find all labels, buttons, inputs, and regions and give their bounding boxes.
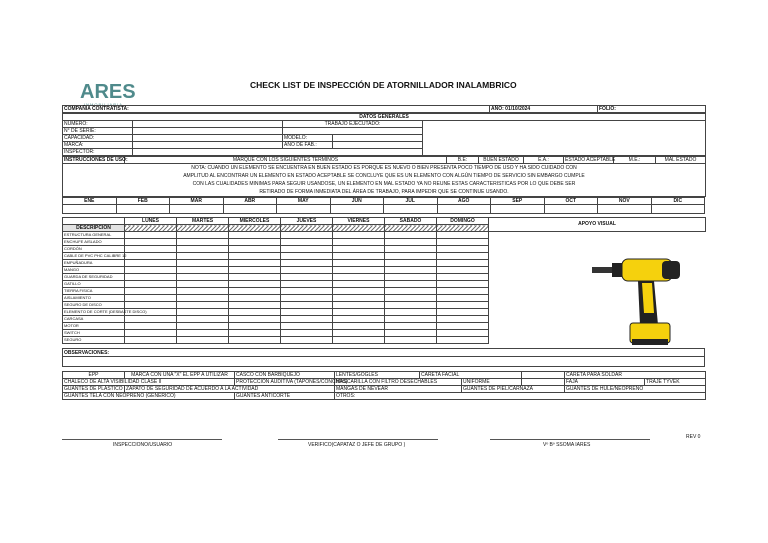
check-cell[interactable] <box>125 288 177 295</box>
month-cell[interactable] <box>170 205 224 214</box>
item-label: MANGO <box>63 267 125 274</box>
numero-field[interactable] <box>133 121 283 128</box>
check-cell[interactable] <box>437 253 489 260</box>
general-data-table <box>62 113 706 156</box>
check-cell[interactable] <box>437 260 489 267</box>
check-cell[interactable] <box>333 267 385 274</box>
check-cell[interactable] <box>333 295 385 302</box>
epp-otros[interactable]: OTROS: <box>335 393 706 400</box>
check-cell[interactable] <box>125 260 177 267</box>
check-cell[interactable] <box>281 337 333 344</box>
month-feb: FEB <box>116 198 170 205</box>
epp-careta[interactable]: CARETA FACIAL <box>420 372 522 379</box>
modelo-label: MODELO: <box>283 135 333 142</box>
check-cell[interactable] <box>385 302 437 309</box>
drill-image <box>592 253 692 353</box>
month-cell[interactable] <box>116 205 170 214</box>
check-cell[interactable] <box>125 281 177 288</box>
inspector-label: INSPECTOR: <box>63 149 133 156</box>
epp-mangas[interactable]: MANGAS DE NEVEAR <box>335 386 462 393</box>
check-cell[interactable] <box>125 323 177 330</box>
check-cell[interactable] <box>229 267 281 274</box>
blank-cell <box>63 218 125 225</box>
month-sep: SEP <box>491 198 545 205</box>
month-oct: OCT <box>544 198 598 205</box>
marca-label: MARCA: <box>63 142 133 149</box>
check-cell[interactable] <box>281 295 333 302</box>
header-table <box>62 105 706 113</box>
revision-label: REV 0 <box>686 434 701 440</box>
day-jueves: JUEVES <box>281 218 333 225</box>
epp-careta-soldar[interactable]: CARETA PARA SOLDAR <box>565 372 706 379</box>
check-cell[interactable] <box>281 323 333 330</box>
check-cell[interactable] <box>177 281 229 288</box>
months-table <box>62 197 705 214</box>
check-cell[interactable] <box>333 302 385 309</box>
check-cell[interactable] <box>229 309 281 316</box>
check-cell[interactable] <box>385 323 437 330</box>
epp-label: EPP <box>63 372 125 379</box>
days-row <box>63 218 706 225</box>
table-row <box>63 239 706 246</box>
check-cell[interactable] <box>281 274 333 281</box>
check-cell[interactable] <box>177 260 229 267</box>
epp-faja[interactable]: FAJA <box>565 379 645 386</box>
month-abr: ABR <box>223 198 277 205</box>
check-cell[interactable] <box>333 309 385 316</box>
observaciones-label: OBSERVACIONES: <box>63 349 705 357</box>
check-cell[interactable] <box>229 316 281 323</box>
check-cell[interactable] <box>437 232 489 239</box>
check-cell[interactable] <box>229 260 281 267</box>
check-cell[interactable] <box>229 288 281 295</box>
check-cell[interactable] <box>281 302 333 309</box>
numero-label: NUMERO: <box>63 121 133 128</box>
check-cell[interactable] <box>229 330 281 337</box>
check-cell[interactable] <box>281 288 333 295</box>
month-cell[interactable] <box>330 205 384 214</box>
me-value: MAL ESTADO <box>656 157 706 164</box>
check-cell[interactable] <box>385 281 437 288</box>
serie-field[interactable] <box>133 128 283 135</box>
check-cell[interactable] <box>177 309 229 316</box>
check-cell[interactable] <box>177 232 229 239</box>
folio-label: FOLIO: <box>598 106 706 113</box>
check-cell[interactable] <box>281 232 333 239</box>
check-cell[interactable] <box>437 295 489 302</box>
check-cell[interactable] <box>229 239 281 246</box>
item-label: CORDÓN <box>63 246 125 253</box>
months-blank-row <box>63 205 705 214</box>
signature-verifier: VERIFICO(CAPATAZ O JEFE DE GRUPO ) <box>308 442 406 448</box>
hatched-cell <box>281 225 333 232</box>
ano-fab-field[interactable] <box>333 142 423 149</box>
item-label: SEGURO DE DISCO <box>63 302 125 309</box>
ea-value: ESTADO ACEPTABLE <box>565 157 616 163</box>
check-cell[interactable] <box>437 309 489 316</box>
general-data-heading: DATOS GENERALES <box>63 114 706 121</box>
epp-uniforme[interactable]: UNIFORME <box>462 379 522 386</box>
month-cell[interactable] <box>437 205 491 214</box>
hatched-cell <box>437 225 489 232</box>
check-cell[interactable] <box>177 330 229 337</box>
check-cell[interactable] <box>125 316 177 323</box>
check-cell[interactable] <box>281 253 333 260</box>
epp-proteccion[interactable]: PROTECCIÓN AUDITIVA (TAPONES/CONCHAS) <box>236 379 348 385</box>
day-viernes: VIERNES <box>333 218 385 225</box>
item-label: SEGURO <box>63 337 125 344</box>
month-cell[interactable] <box>63 205 117 214</box>
year-label: AÑO: 01/10/2024 <box>490 106 598 113</box>
check-cell[interactable] <box>229 253 281 260</box>
epp-guantes-plastico[interactable]: GUANTES DE PLASTICO <box>64 386 123 392</box>
month-cell[interactable] <box>223 205 277 214</box>
check-cell[interactable] <box>125 330 177 337</box>
capacidad-label: CAPACIDAD: <box>63 135 133 142</box>
check-cell[interactable] <box>437 316 489 323</box>
check-cell[interactable] <box>125 274 177 281</box>
signature-line <box>490 439 650 440</box>
check-cell[interactable] <box>333 260 385 267</box>
page-title: CHECK LIST DE INSPECCIÓN DE ATORNILLADOR INALAMBRICO <box>250 80 517 90</box>
marca-field[interactable] <box>133 142 283 149</box>
trabajo-field[interactable] <box>423 121 706 156</box>
check-cell[interactable] <box>125 337 177 344</box>
check-cell[interactable] <box>177 302 229 309</box>
check-cell[interactable] <box>437 267 489 274</box>
check-cell[interactable] <box>125 232 177 239</box>
check-cell[interactable] <box>437 239 489 246</box>
check-cell[interactable] <box>281 260 333 267</box>
check-cell[interactable] <box>437 330 489 337</box>
check-cell[interactable] <box>333 323 385 330</box>
table-row <box>63 232 706 239</box>
check-cell[interactable] <box>437 323 489 330</box>
item-label: ENCHUFE AISLADO <box>63 239 125 246</box>
item-label: AISLAMIENTO <box>63 295 125 302</box>
me-label: M.E.: <box>614 157 656 164</box>
day-miercoles: MIERCOLES <box>229 218 281 225</box>
month-jul: JUL <box>384 198 438 205</box>
observaciones-field[interactable] <box>63 357 705 367</box>
item-label: EMPUÑADURA <box>63 260 125 267</box>
check-cell[interactable] <box>281 281 333 288</box>
epp-guantes-piel[interactable]: GUANTES DE PIEL/CARNAZA <box>462 386 565 393</box>
check-cell[interactable] <box>177 337 229 344</box>
check-cell[interactable] <box>229 281 281 288</box>
instructions-label: INSTRUCCIONES DE USO: <box>64 157 128 163</box>
month-cell[interactable] <box>544 205 598 214</box>
epp-traje[interactable]: TRAJE TYVEK <box>645 379 706 386</box>
ea-label: E.A.: <box>524 157 564 164</box>
check-cell[interactable] <box>229 302 281 309</box>
check-cell[interactable] <box>333 274 385 281</box>
item-label: GUARDA DE SEGURIDAD <box>63 274 125 281</box>
check-cell[interactable] <box>125 246 177 253</box>
month-jun: JUN <box>330 198 384 205</box>
epp-lentes[interactable]: LENTES/GOGLES <box>335 372 420 379</box>
trabajo-label: TRABAJO EJECUTADO: <box>283 121 423 128</box>
month-nov: NOV <box>598 198 652 205</box>
item-label: MOTOR <box>63 323 125 330</box>
hatched-cell <box>385 225 437 232</box>
epp-casco[interactable]: CASCO CON BARBIQUEJO <box>235 372 335 379</box>
check-cell[interactable] <box>333 253 385 260</box>
check-cell[interactable] <box>177 246 229 253</box>
epp-mascarilla[interactable]: MASCARILLA CON FILTRO DESECHABLES <box>335 379 462 386</box>
logo-text: ARES <box>80 81 136 103</box>
inspector-field[interactable] <box>133 149 423 156</box>
month-ago: AGO <box>437 198 491 205</box>
signature-line <box>62 439 222 440</box>
check-cell[interactable] <box>125 267 177 274</box>
apoyo-visual-label: APOYO VISUAL <box>489 218 706 232</box>
check-cell[interactable] <box>333 232 385 239</box>
check-cell[interactable] <box>385 232 437 239</box>
check-cell[interactable] <box>177 316 229 323</box>
check-cell[interactable] <box>385 274 437 281</box>
check-cell[interactable] <box>125 302 177 309</box>
epp-guantes-tela[interactable]: GUANTES TELA CON NEOPRENO (GENERICO) <box>63 393 235 400</box>
capacidad-field[interactable] <box>133 135 283 142</box>
item-label: ELEMENTO DE CORTE (DESBASTE DISCO) <box>64 309 147 314</box>
item-label: ESTRUCTURA GENERAL <box>63 232 125 239</box>
check-cell[interactable] <box>385 295 437 302</box>
month-cell[interactable] <box>277 205 331 214</box>
month-cell[interactable] <box>651 205 705 214</box>
check-cell[interactable] <box>385 337 437 344</box>
epp-chaleco[interactable]: CHALECO DE ALTA VISIBILIDAD CLASE II <box>63 379 235 386</box>
logo-subtitle: INMOBILIARIA <box>84 102 123 107</box>
check-cell[interactable] <box>229 274 281 281</box>
check-cell[interactable] <box>437 337 489 344</box>
item-label: TIERRA FISICA <box>63 288 125 295</box>
signature-ssoma: Vº Bº SSOMA IARES <box>543 442 591 448</box>
check-cell[interactable] <box>281 246 333 253</box>
hatched-cell <box>229 225 281 232</box>
check-cell[interactable] <box>385 288 437 295</box>
day-sabado: SABADO <box>385 218 437 225</box>
check-cell[interactable] <box>229 323 281 330</box>
check-cell[interactable] <box>385 309 437 316</box>
check-cell[interactable] <box>333 281 385 288</box>
month-may: MAY <box>277 198 331 205</box>
check-cell[interactable] <box>385 267 437 274</box>
day-domingo: DOMINGO <box>437 218 489 225</box>
epp-guantes-hule[interactable]: GUANTES DE HULE/NEOPRENO <box>565 386 706 393</box>
check-cell[interactable] <box>177 253 229 260</box>
check-cell[interactable] <box>281 309 333 316</box>
check-cell[interactable] <box>437 281 489 288</box>
day-lunes: LUNES <box>125 218 177 225</box>
item-label: GATILLO <box>63 281 125 288</box>
be-value: BUEN ESTADO <box>479 157 524 164</box>
check-cell[interactable] <box>281 316 333 323</box>
check-cell[interactable] <box>229 232 281 239</box>
epp-zapato[interactable]: ZAPATO DE SEGURIDAD DE ACUERDO A LA ACTIVIDAD <box>125 386 335 393</box>
check-cell[interactable] <box>229 246 281 253</box>
check-cell[interactable] <box>281 239 333 246</box>
check-cell[interactable] <box>437 302 489 309</box>
check-cell[interactable] <box>385 316 437 323</box>
check-cell[interactable] <box>385 260 437 267</box>
epp-instruction: MARCA CON UNA "X" EL EPP A UTILIZAR <box>125 372 235 379</box>
day-martes: MARTES <box>177 218 229 225</box>
check-cell[interactable] <box>333 239 385 246</box>
signature-inspector: INSPECCIONO/USUARIO <box>113 442 173 448</box>
month-dic: DIC <box>651 198 705 205</box>
check-cell[interactable] <box>177 288 229 295</box>
check-cell[interactable] <box>437 246 489 253</box>
serie-label: N° DE SERIE: <box>63 128 133 135</box>
blank-cell <box>522 372 565 379</box>
check-cell[interactable] <box>125 239 177 246</box>
item-label: CABLE DE PVC PHC CALIBRE 12 <box>64 253 127 258</box>
check-cell[interactable] <box>437 274 489 281</box>
hatched-cell <box>177 225 229 232</box>
check-cell[interactable] <box>125 295 177 302</box>
marque-text: MARQUE CON LOS SIGUIENTES TERMINOS <box>125 157 447 164</box>
check-cell[interactable] <box>333 288 385 295</box>
month-ene: ENE <box>63 198 117 205</box>
month-cell[interactable] <box>384 205 438 214</box>
epp-guantes-anticorte[interactable]: GUANTES ANTICORTE <box>235 393 335 400</box>
company-label: COMPAÑIA CONTRATISTA: <box>63 106 490 113</box>
month-cell[interactable] <box>598 205 652 214</box>
check-cell[interactable] <box>229 337 281 344</box>
check-cell[interactable] <box>333 246 385 253</box>
check-cell[interactable] <box>385 246 437 253</box>
check-cell[interactable] <box>385 330 437 337</box>
instructions-note: NOTA: CUANDO UN ELEMENTO SE ENCUENTRA EN BUEN ESTADO ES PORQUE ES NUEVO O BIEN PRESENTA POCO TIEMPO DE USO Y HA SIDO CUIDADO CON AMPLITUD AL ENCONTRAR UN ELEMENTO EN ESTADO ACEPTABLE SE CONCLUYE QUE ES UN ELEMENTO CON ALGÚN TIEMPO DE SERVICIO SIN EMBARGO CUMPLE CON LAS CUALIDADES MINIMAS PARA SEGUIR USANDOSE, UN ELEMENTO EN MAL ESTADO YA NO REUNE ESTAS CARACTERISTICAS POR LO QUE DEBE SER RETIRADO DE FORMA INMEDIATA DEL ÁREA DE TRABAJO, PARA IMPEDIR QUE SE CONTINUE USANDO. <box>63 164 706 197</box>
table-row <box>63 246 706 253</box>
be-label: B.E: <box>447 157 479 164</box>
check-cell[interactable] <box>177 267 229 274</box>
modelo-field[interactable] <box>333 135 423 142</box>
months-row <box>63 198 705 205</box>
check-cell[interactable] <box>177 323 229 330</box>
item-label: CARCASA <box>63 316 125 323</box>
check-cell[interactable] <box>177 239 229 246</box>
check-cell[interactable] <box>125 253 177 260</box>
check-cell[interactable] <box>333 330 385 337</box>
hatched-cell <box>333 225 385 232</box>
check-cell[interactable] <box>385 239 437 246</box>
company-logo <box>78 78 158 108</box>
hatched-cell <box>125 225 177 232</box>
check-cell[interactable] <box>177 274 229 281</box>
check-cell[interactable] <box>333 337 385 344</box>
month-cell[interactable] <box>491 205 545 214</box>
check-cell[interactable] <box>177 295 229 302</box>
signature-line <box>278 439 438 440</box>
month-mar: MAR <box>170 198 224 205</box>
blank-cell <box>283 128 423 135</box>
check-cell[interactable] <box>385 253 437 260</box>
item-label: SWITCH <box>63 330 125 337</box>
check-cell[interactable] <box>333 316 385 323</box>
epp-table <box>62 371 706 400</box>
check-cell[interactable] <box>229 295 281 302</box>
check-cell[interactable] <box>437 288 489 295</box>
ano-fab-label: AÑO DE FAB.: <box>283 142 333 149</box>
blank-cell <box>522 379 565 386</box>
check-cell[interactable] <box>281 267 333 274</box>
check-cell[interactable] <box>281 330 333 337</box>
instructions-table <box>62 156 706 197</box>
descripcion-header: DESCRIPCION <box>63 225 125 232</box>
